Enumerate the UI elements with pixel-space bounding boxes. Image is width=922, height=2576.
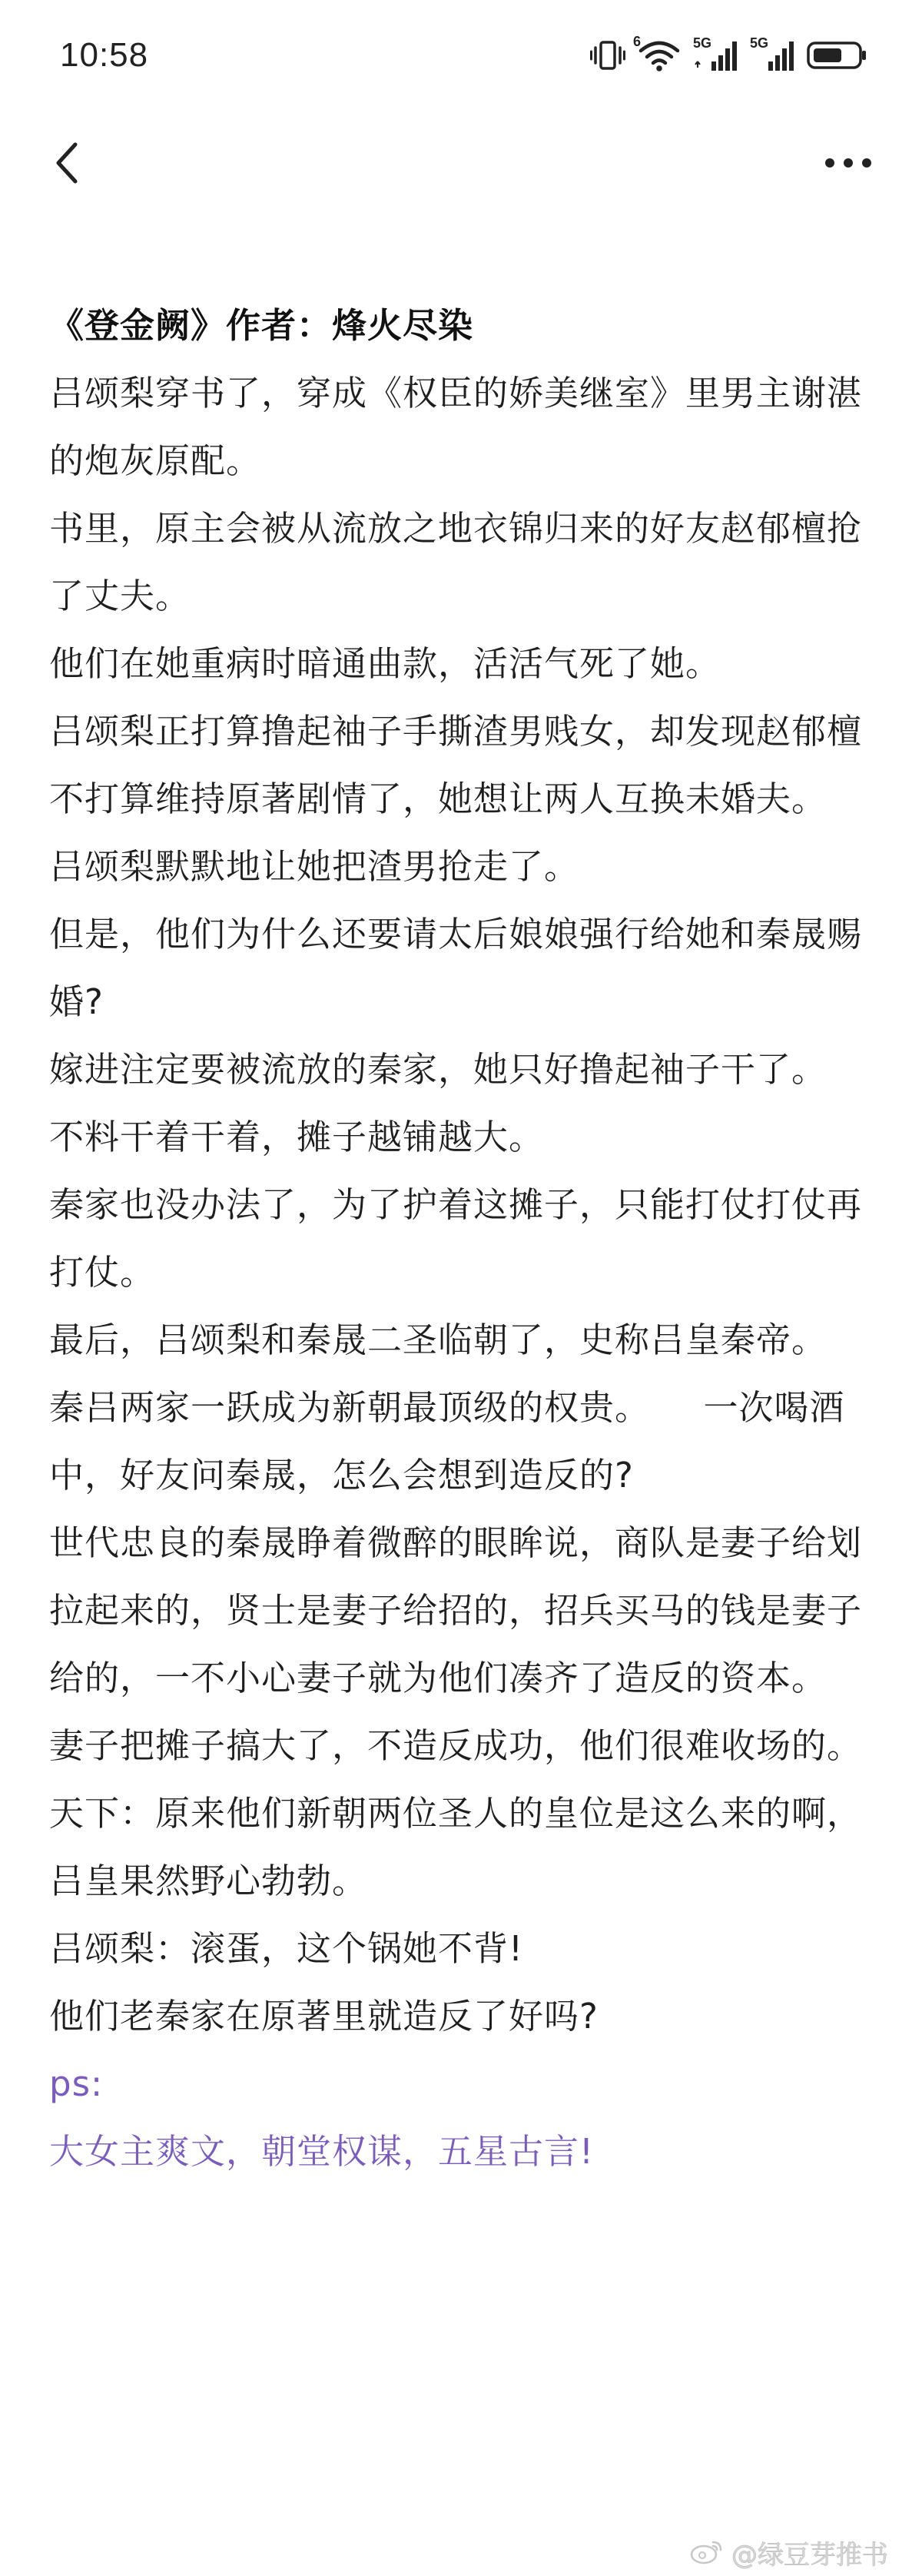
paragraph: 秦家也没办法了，为了护着这摊子，只能打仗打仗再打仗。 bbox=[49, 1184, 863, 1293]
signal-icon bbox=[693, 35, 738, 72]
status-bar bbox=[0, 0, 922, 115]
wifi-icon bbox=[633, 34, 681, 72]
paragraph: 嫁进注定要被流放的秦家，她只好撸起袖子干了。 bbox=[49, 1049, 827, 1090]
chevron-left-icon bbox=[52, 140, 83, 189]
paragraph: 不料干着干着，摊子越铺越大。 bbox=[49, 1117, 545, 1157]
paragraph: 天下：原来他们新朝两位圣人的皇位是这么来的啊，吕皇果然野心勃勃。 bbox=[49, 1793, 863, 1901]
paragraph: 他们在她重病时暗通曲款，活活气死了她。 bbox=[49, 643, 721, 684]
paragraph: 但是，他们为什么还要请太后娘娘强行给她和秦晟赐婚? bbox=[49, 914, 863, 1022]
wifi-badge: 6 bbox=[633, 34, 642, 49]
battery-icon bbox=[807, 40, 868, 71]
paragraph: 秦吕两家一跃成为新朝最顶级的权贵。 一次喝酒中，好友问秦晟，怎么会想到造反的? bbox=[49, 1387, 845, 1495]
ps-text: 大女主爽文，朝堂权谋，五星古言! bbox=[49, 2131, 595, 2172]
weibo-icon bbox=[690, 2538, 724, 2568]
paragraph: 吕颂梨默默地让她把渣男抢走了。 bbox=[49, 846, 580, 887]
more-horizontal-icon bbox=[824, 157, 873, 172]
watermark bbox=[690, 2534, 888, 2571]
paragraph: 世代忠良的秦晟睁着微醉的眼眸说，商队是妻子给划拉起来的，贤士是妻子给招的，招兵买马的钱是妻子给的，一不小心妻子就为他们凑齐了造反的资本。 bbox=[49, 1522, 863, 1698]
watermark-text: @绿豆芽推书 bbox=[731, 2540, 888, 2571]
vibrate-icon bbox=[590, 40, 625, 71]
nav-bar bbox=[0, 123, 922, 207]
back-button[interactable] bbox=[43, 140, 92, 189]
paragraph: 吕颂梨正打算撸起袖子手撕渣男贱女，却发现赵郁檀不打算维持原著剧情了，她想让两人互换未婚夫。 bbox=[49, 711, 863, 819]
status-time: 10:58 bbox=[60, 36, 149, 74]
network-type-label: 5G bbox=[693, 35, 712, 51]
ps-label: ps: bbox=[49, 2063, 104, 2104]
network-type-label-2: 5G bbox=[750, 35, 769, 51]
paragraph: 书里，原主会被从流放之地衣锦归来的好友赵郁檀抢了丈夫。 bbox=[49, 508, 863, 616]
article-body bbox=[49, 292, 877, 2186]
paragraph: 最后，吕颂梨和秦晟二圣临朝了，史称吕皇秦帝。 bbox=[49, 1320, 827, 1360]
paragraph: 他们老秦家在原著里就造反了好吗? bbox=[49, 1996, 599, 2037]
paragraph: 妻子把摊子搞大了，不造反成功，他们很难收场的。 bbox=[49, 1725, 863, 1766]
more-button[interactable] bbox=[818, 140, 879, 189]
status-icons bbox=[590, 34, 868, 77]
paragraph: 吕颂梨：滚蛋，这个锅她不背! bbox=[49, 1928, 524, 1969]
paragraph: 吕颂梨穿书了，穿成《权臣的娇美继室》里男主谢湛的炮灰原配。 bbox=[49, 373, 863, 481]
book-title: 《登金阙》作者：烽火尽染 bbox=[49, 305, 474, 346]
signal-icon-2 bbox=[750, 35, 794, 72]
